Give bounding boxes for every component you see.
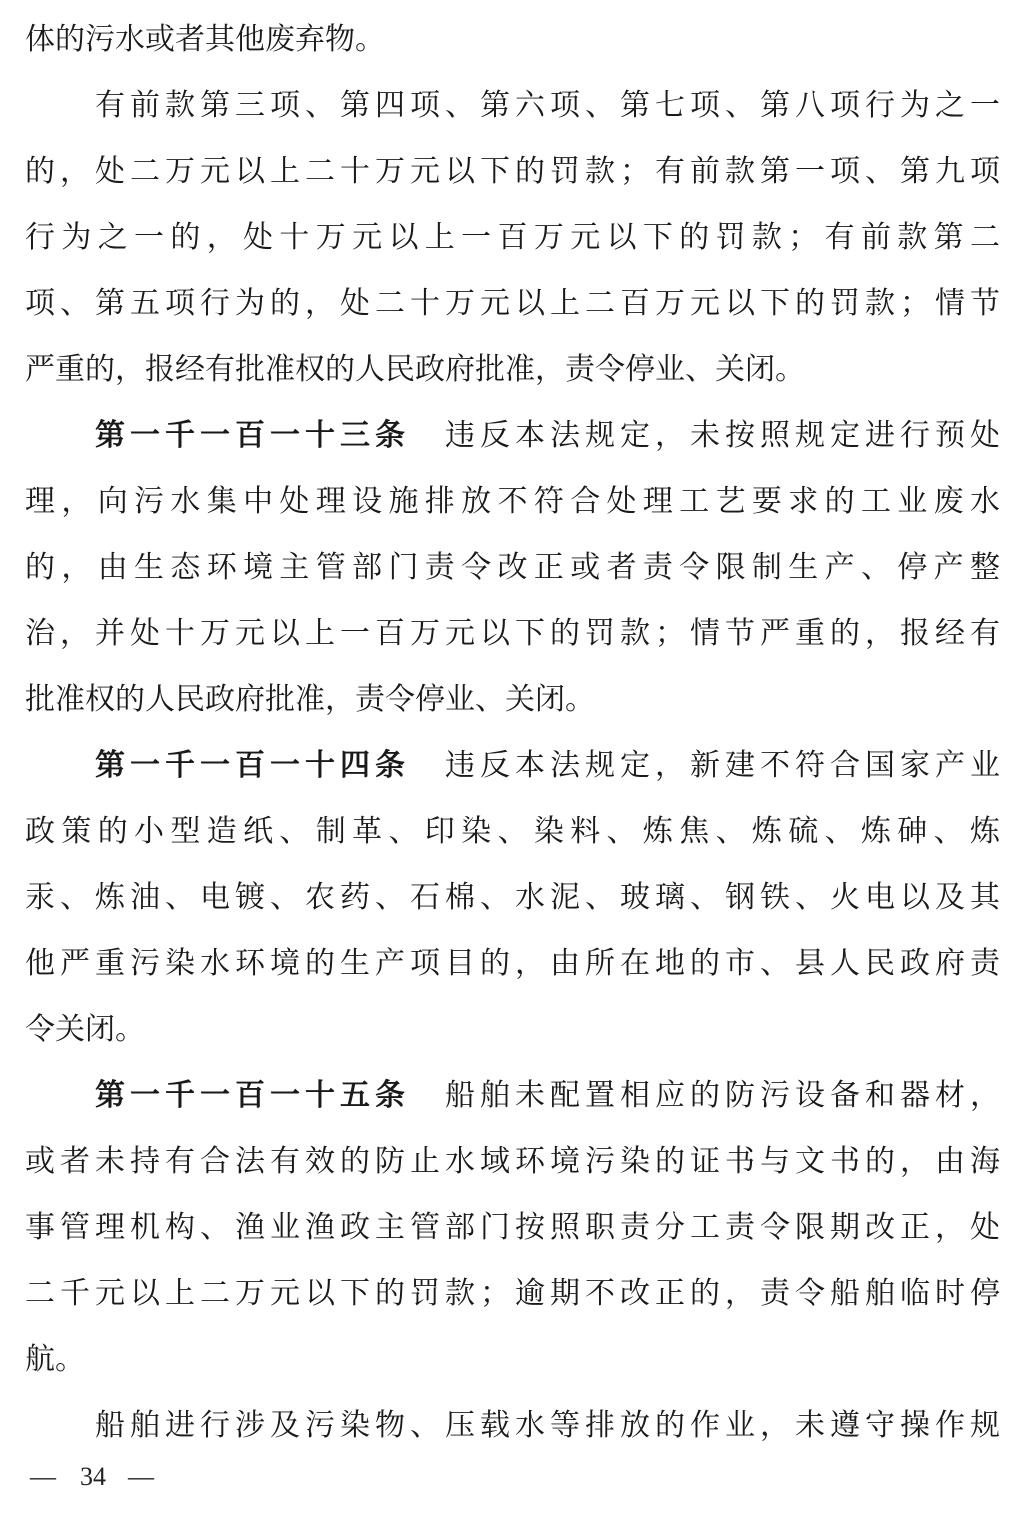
article-number-1115: 第一千一百一十五条 (95, 1078, 410, 1113)
text-line: 政策的小型造纸、制革、印染、染料、炼焦、炼硫、炼砷、炼 (25, 814, 1000, 849)
page-number: 34 (80, 1462, 106, 1491)
footer-dash-right: — (128, 1462, 156, 1491)
article-text: 违反本法规定，新建不符合国家产业 (440, 748, 1000, 783)
text-line: 二千元以上二万元以下的罚款；逾期不改正的，责令船舶临时停 (25, 1276, 1000, 1311)
article-1114-line (95, 744, 1000, 788)
text-line: 严重的，报经有批准权的人民政府批准，责令停业、关闭。 (25, 352, 805, 387)
text-line: 治，并处十万元以上一百万元以下的罚款；情节严重的，报经有 (25, 616, 1000, 651)
text-line: 体的污水或者其他废弃物。 (25, 22, 385, 57)
text-line: 理，向污水集中处理设施排放不符合处理工艺要求的工业废水 (25, 484, 1000, 519)
paragraph-start-line: 船舶进行涉及污染物、压载水等排放的作业，未遵守操作规 (95, 1408, 1000, 1443)
article-text: 违反本法规定，未按照规定进行预处 (440, 418, 1000, 453)
text-line: 的，处二万元以上二十万元以下的罚款；有前款第一项、第九项 (25, 154, 1000, 189)
article-1115-line (95, 1074, 1000, 1118)
text-line: 航。 (25, 1342, 85, 1377)
article-number-1113: 第一千一百一十三条 (95, 418, 410, 453)
text-line: 事管理机构、渔业渔政主管部门按照职责分工责令限期改正，处 (25, 1210, 1000, 1245)
text-line: 汞、炼油、电镀、农药、石棉、水泥、玻璃、钢铁、火电以及其 (25, 880, 1000, 915)
text-line: 他严重污染水环境的生产项目的，由所在地的市、县人民政府责 (25, 946, 1000, 981)
paragraph-start-line: 有前款第三项、第四项、第六项、第七项、第八项行为之一 (95, 88, 1000, 123)
article-1113-line (95, 414, 1000, 458)
article-text: 船舶未配置相应的防污设备和器材， (440, 1078, 1000, 1113)
text-line: 项、第五项行为的，处二十万元以上二百万元以下的罚款；情节 (25, 286, 1000, 321)
text-line: 令关闭。 (25, 1012, 145, 1047)
text-line: 或者未持有合法有效的防止水域环境污染的证书与文书的，由海 (25, 1144, 1000, 1179)
text-line: 行为之一的，处十万元以上一百万元以下的罚款；有前款第二 (25, 220, 1000, 255)
footer-dash-left: — (30, 1462, 58, 1491)
text-line: 的，由生态环境主管部门责令改正或者责令限制生产、停产整 (25, 550, 1000, 585)
article-number-1114: 第一千一百一十四条 (95, 748, 410, 783)
text-line: 批准权的人民政府批准，责令停业、关闭。 (25, 682, 595, 717)
page-footer (30, 1460, 156, 1494)
